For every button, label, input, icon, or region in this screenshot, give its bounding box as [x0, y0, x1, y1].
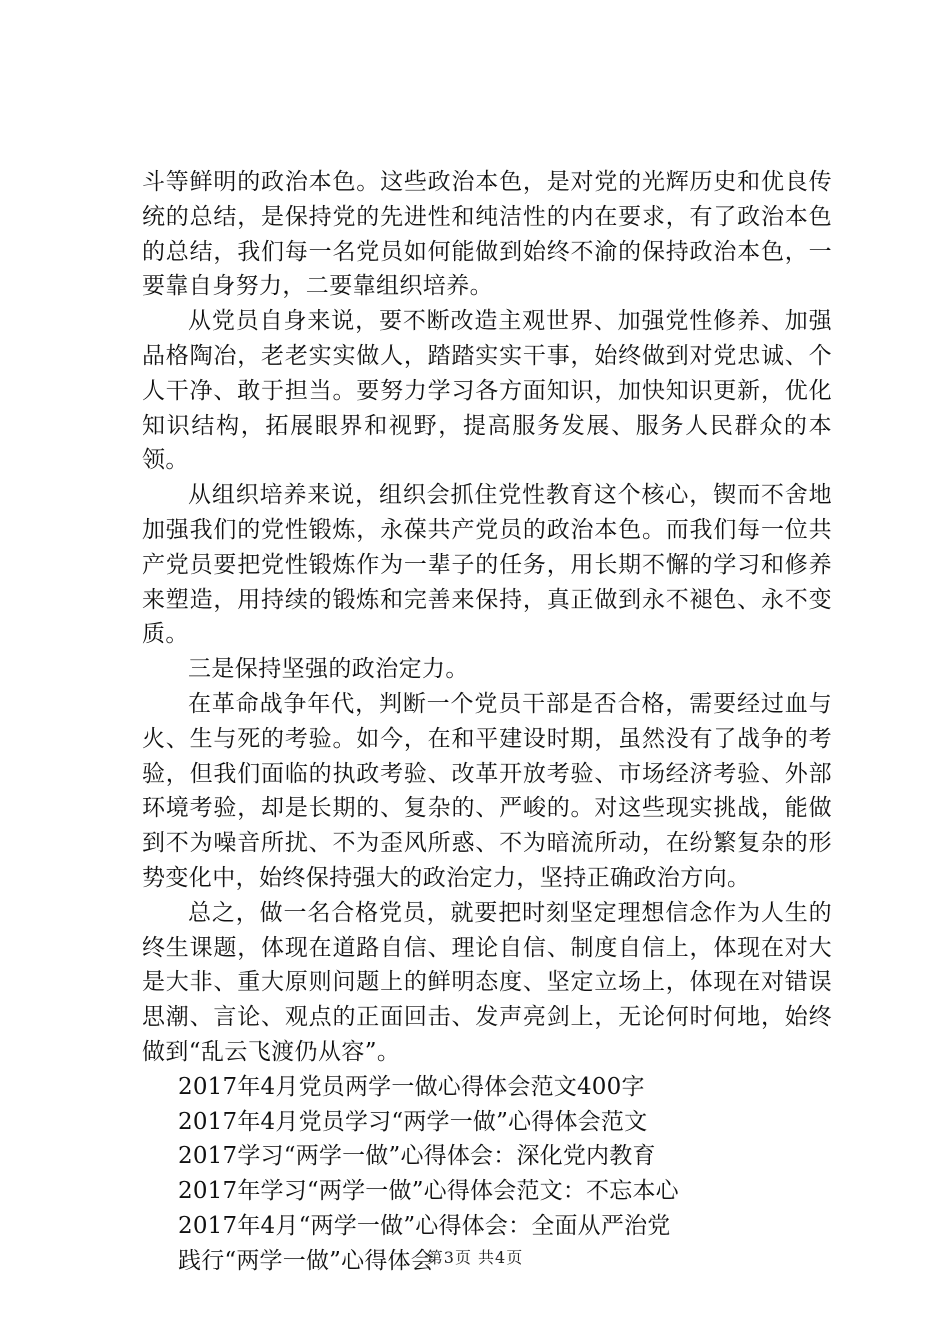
document-body — [142, 165, 832, 1279]
related-link-6[interactable]: 践行“两学一做”心得体会 — [178, 1247, 434, 1274]
related-link-3[interactable]: 2017学习“两学一做”心得体会：深化党内教育 — [178, 1143, 656, 1170]
paragraph-6: 总之，做一名合格党员，就要把时刻坚定理想信念作为人生的终生课题，体现在道路自信、理论自信、制度自信上，体现在对大是大非、重大原则问题上的鲜明态度、坚定立场上，体现在对错误思潮、言论、观点的正面回击、发声亮剑上，无论何时何地，始终做到“乱云飞渡仍从容”。 — [142, 899, 832, 1065]
related-link-2[interactable]: 2017年4月党员学习“两学一做”心得体会范文 — [178, 1108, 648, 1135]
related-link-4[interactable]: 2017年学习“两学一做”心得体会范文：不忘本心 — [178, 1178, 679, 1205]
related-link-1[interactable]: 2017年4月党员两学一做心得体会范文400字 — [178, 1073, 645, 1100]
paragraph-3: 从组织培养来说，组织会抓住党性教育这个核心，锲而不舍地加强我们的党性锻炼，永葆共产党员的政治本色。而我们每一位共产党员要把党性锻炼作为一辈子的任务，用长期不懈的学习和修养来塑造，用持续的锻炼和完善来保持，真正做到永不褪色、永不变质。 — [142, 482, 832, 648]
paragraph-1: 斗等鲜明的政治本色。这些政治本色，是对党的光辉历史和优良传统的总结，是保持党的先进性和纯洁性的内在要求，有了政治本色的总结，我们每一名党员如何能做到始终不渝的保持政治本色，一要靠自身努力，二要靠组织培养。 — [142, 169, 832, 300]
page-number-footer: 第3页 共4页 — [426, 1248, 524, 1267]
paragraph-2: 从党员自身来说，要不断改造主观世界、加强党性修养、加强品格陶冶，老老实实做人，踏踏实实干事，始终做到对党忠诚、个人干净、敢于担当。要努力学习各方面知识，加快知识更新，优化知识结构，拓展眼界和视野，提高服务发展、服务人民群众的本领。 — [142, 308, 832, 474]
paragraph-4: 三是保持坚强的政治定力。 — [188, 656, 469, 683]
related-link-5[interactable]: 2017年4月“两学一做”心得体会：全面从严治党 — [178, 1212, 671, 1239]
paragraph-5: 在革命战争年代，判断一个党员干部是否合格，需要经过血与火、生与死的考验。如今，在和平建设时期，虽然没有了战争的考验，但我们面临的执政考验、改革开放考验、市场经济考验、外部环境考验，却是长期的、复杂的、严峻的。对这些现实挑战，能做到不为噪音所扰、不为歪风所惑、不为暗流所动，在纷繁复杂的形势变化中，始终保持强大的政治定力，坚持正确政治方向。 — [142, 690, 832, 891]
